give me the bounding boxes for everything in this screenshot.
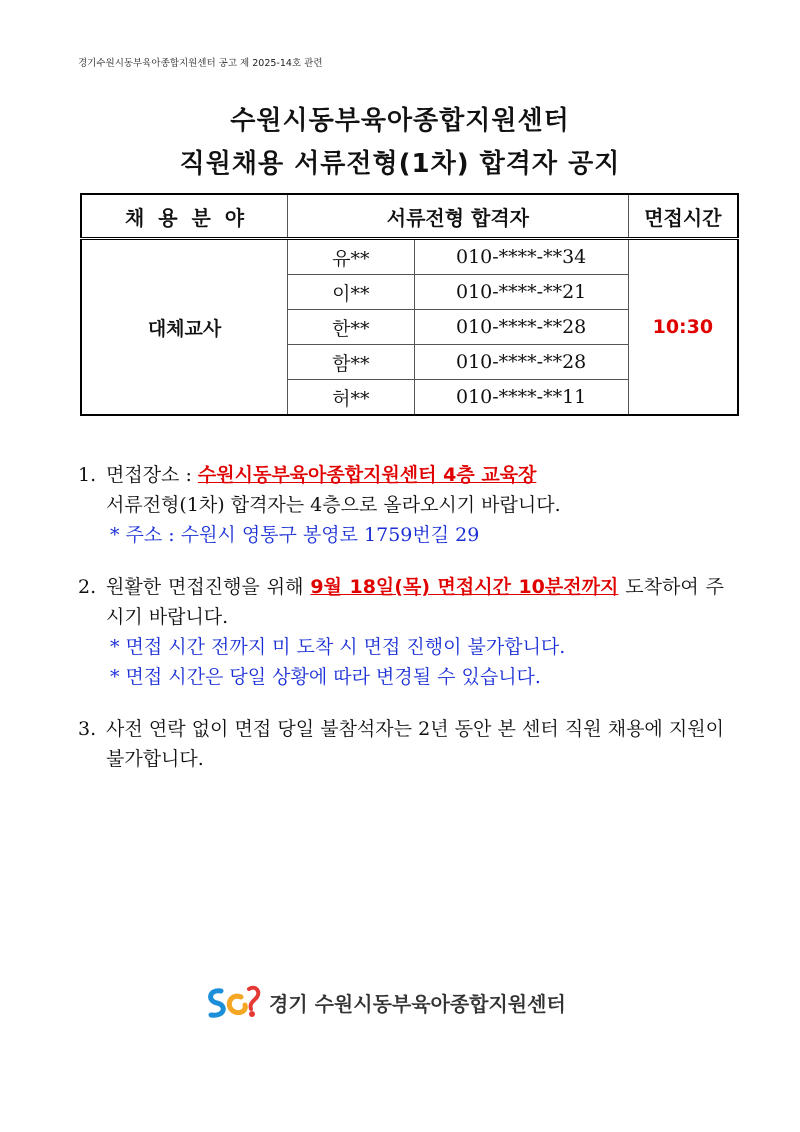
notice-item-1: [78, 460, 724, 550]
passer-name: 함**: [288, 345, 414, 380]
header-passers: 서류전형 합격자: [288, 194, 629, 239]
notice-item-3: [78, 714, 724, 774]
passer-name: 유**: [288, 239, 414, 275]
page-subtitle: 직원채용 서류전형(1차) 합격자 공지: [179, 149, 621, 179]
notice-item-2: [78, 572, 724, 692]
passer-name: 한**: [288, 310, 414, 345]
passer-phone: 010-****-**28: [414, 345, 628, 380]
passer-name: 이**: [288, 275, 414, 310]
address-note: * 주소 : 수원시 영통구 봉영로 1759번길 29: [110, 524, 480, 546]
notice-text: 원활한 면접진행을 위해: [106, 576, 311, 598]
table-row: [81, 239, 738, 275]
warning-note: * 면접 시간은 당일 상황에 따라 변경될 수 있습니다.: [110, 666, 541, 688]
interview-place: 수원시동부육아종합지원센터 4층 교육장: [197, 464, 537, 486]
page-title: 수원시동부육아종합지원센터: [230, 106, 570, 136]
passer-phone: 010-****-**11: [414, 380, 628, 416]
passer-name: 허**: [288, 380, 414, 416]
footer-logo: [205, 982, 566, 1022]
passer-phone: 010-****-**34: [414, 239, 628, 275]
interview-time: 10:30: [628, 239, 738, 416]
footer-org-name: 경기 수원시동부육아종합지원센터: [269, 991, 566, 1016]
field-cell: 대체교사: [81, 239, 288, 416]
results-table: [80, 193, 739, 416]
passer-phone: 010-****-**28: [414, 310, 628, 345]
notice-text: 서류전형(1차) 합격자는 4층으로 올라오시기 바랍니다.: [106, 494, 561, 516]
passer-phone: 010-****-**21: [414, 275, 628, 310]
header-field: 채 용 분 야: [81, 194, 288, 239]
notice-number: 2.: [78, 576, 97, 598]
notice-number: 1.: [78, 464, 97, 486]
notice-text: 사전 연락 없이 면접 당일 불참석자는 2년 동안 본 센터 직원 채용에 지원이 불가합니다.: [106, 718, 724, 770]
announcement-reference: 경기수원시동부육아종합지원센터 공고 제 2025-14호 관련: [78, 58, 323, 69]
center-logo-icon: [205, 983, 261, 1021]
table-header-row: [81, 194, 738, 239]
header-time: 면접시간: [628, 194, 738, 239]
notice-number: 3.: [78, 718, 97, 740]
notice-text: 도착하여 주시기 바랍니다.: [106, 576, 724, 628]
warning-note: * 면접 시간 전까지 미 도착 시 면접 진행이 불가합니다.: [110, 636, 566, 658]
notice-label: 면접장소 :: [106, 464, 198, 486]
arrival-deadline: 9월 18일(목) 면접시간 10분전까지: [310, 576, 619, 598]
notice-list: [78, 460, 724, 796]
